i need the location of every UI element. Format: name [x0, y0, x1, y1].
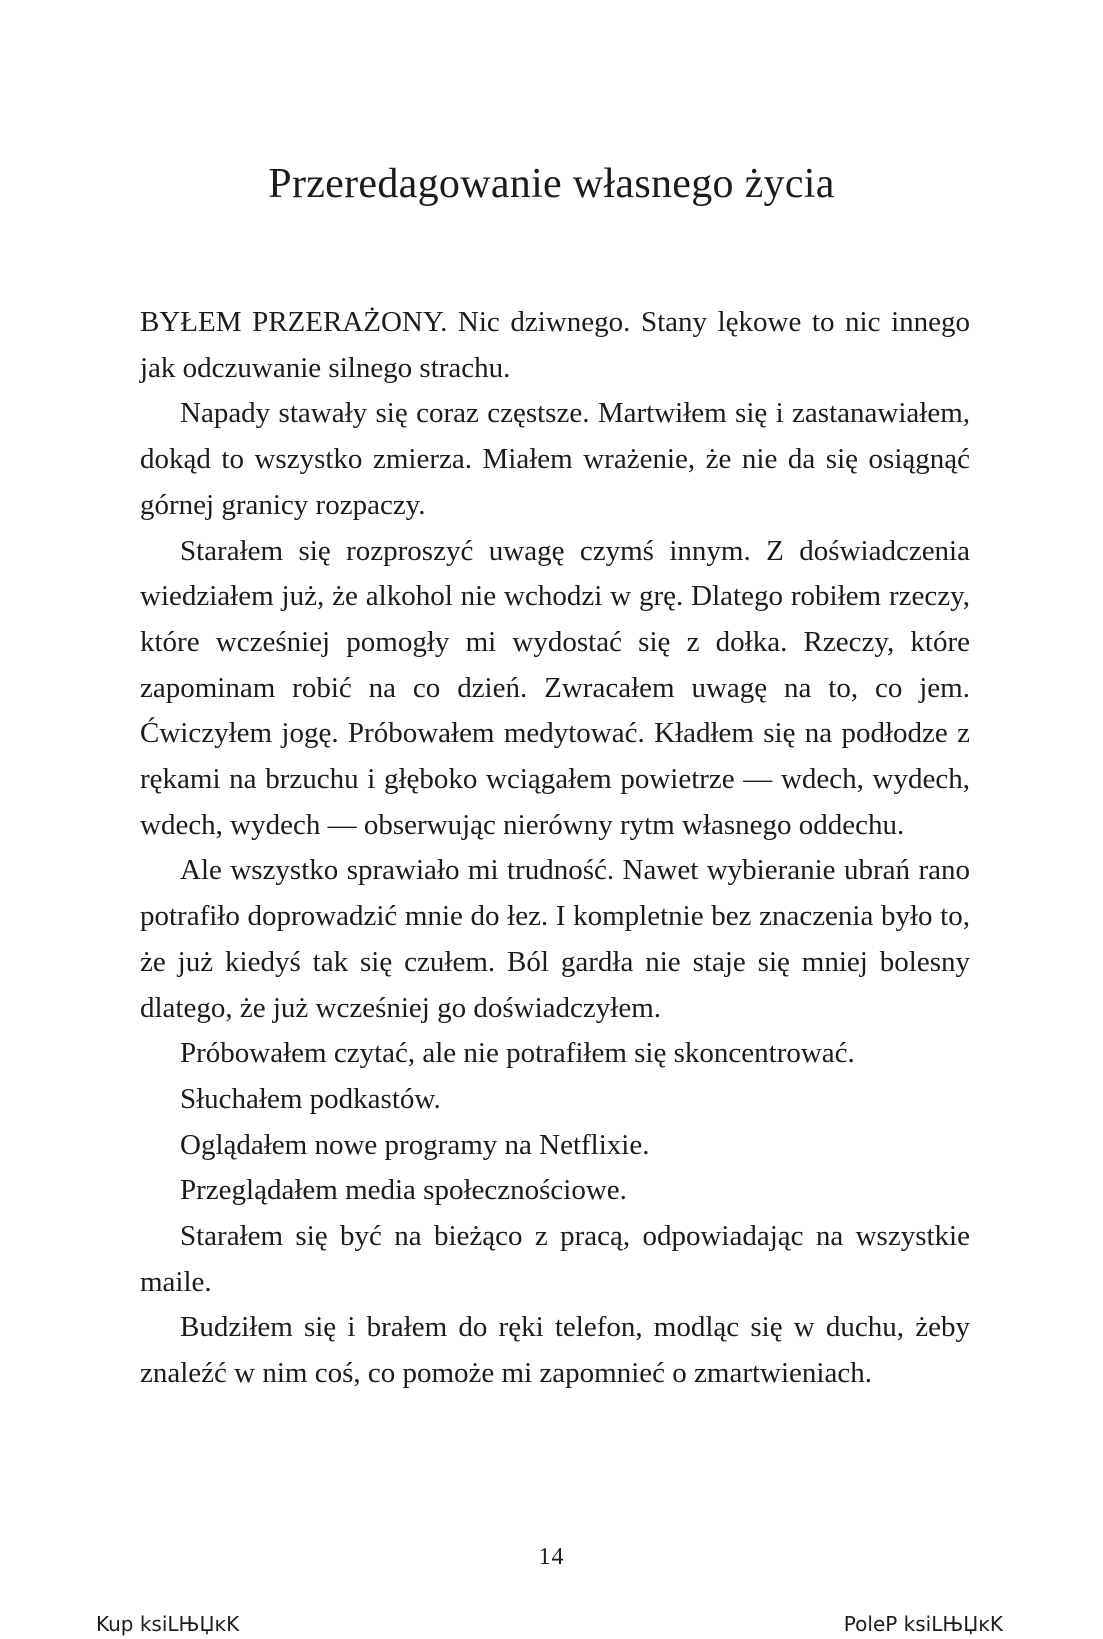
paragraph: BYŁEM PRZERAŻONY. Nic dziwnego. Stany lękowe to nic innego jak odczuwanie silnego strachu.: [140, 306, 970, 384]
recommend-book-link[interactable]: PoleP ksiLЊЏĸK: [843, 1612, 1003, 1636]
page-number: 14: [538, 1544, 565, 1570]
chapter-title: Przeredagowanie własnego życia: [268, 161, 835, 207]
paragraph: Starałem się rozproszyć uwagę czymś innym. Z doświadczenia wiedziałem już, że alkohol nie wchodzi w grę. Dlatego robiłem rzeczy, które wcześniej pomogły mi wydostać się z dołka. Rzeczy, które zapominam robić na co dzień. Zwracałem uwagę na to, co jem. Ćwiczyłem jogę. Próbowałem medytować. Kładłem się na podłodze z rękami na brzuchu i głęboko wciągałem powietrze — wdech, wydech, wdech, wydech — obserwując nierówny rytm własnego oddechu.: [140, 534, 970, 841]
paragraph: Budziłem się i brałem do ręki telefon, modląc się w duchu, żeby znaleźć w nim coś, co pomoże mi zapomnieć o zmartwieniach.: [140, 1311, 970, 1390]
paragraph: Słuchałem podkastów.: [180, 1082, 441, 1115]
chapter-body: [140, 300, 970, 1397]
paragraph: Przeglądałem media społecznościowe.: [180, 1174, 627, 1207]
paragraph: Starałem się być na bieżąco z pracą, odpowiadając na wszystkie maile.: [140, 1220, 970, 1298]
buy-book-link[interactable]: Kup ksiLЊЏĸK: [96, 1612, 240, 1636]
paragraph: Oglądałem nowe programy na Netflixie.: [180, 1128, 650, 1161]
paragraph: Napady stawały się coraz częstsze. Martwiłem się i zastanawiałem, dokąd to wszystko zmierza. Miałem wrażenie, że nie da się osiągnąć górnej granicy rozpaczy.: [140, 397, 970, 521]
paragraph: Ale wszystko sprawiało mi trudność. Nawet wybieranie ubrań rano potrafiło doprowadzić mnie do łez. I kompletnie bez znaczenia było to, że już kiedyś tak się czułem. Ból gardła nie staje się mniej bolesny dlatego, że już wcześniej go doświadczyłem.: [140, 854, 970, 1024]
paragraph: Próbowałem czytać, ale nie potrafiłem się skoncentrować.: [180, 1037, 855, 1070]
